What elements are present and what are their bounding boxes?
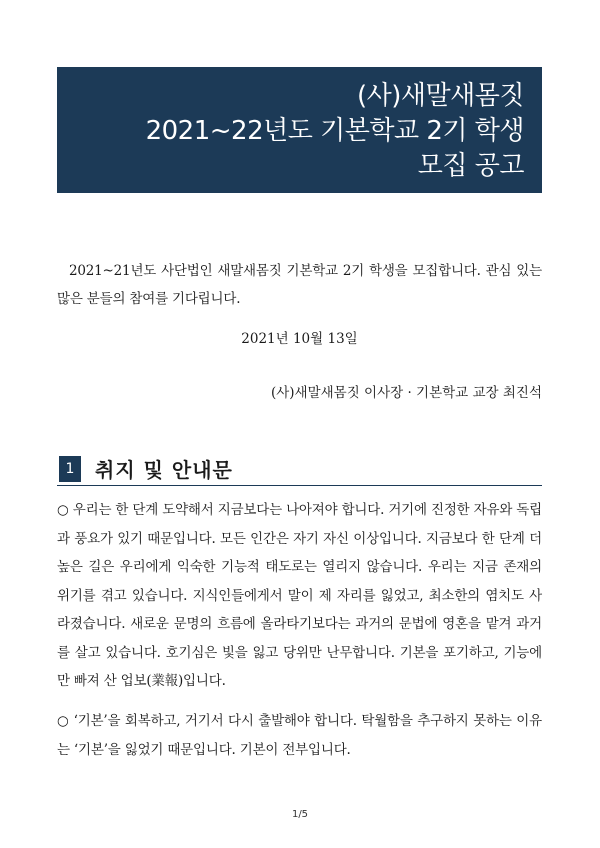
title-banner (57, 67, 542, 193)
announcement-date: 2021년 10월 13일 (241, 331, 358, 347)
intro-paragraph: 2021~21년도 사단법인 새말새몸짓 기본학교 2기 학생을 모집합니다. 관심 있는 많은 분들의 참여를 기다립니다. (57, 263, 542, 307)
section-heading (57, 455, 542, 487)
section-number-badge: 1 (59, 456, 81, 482)
banner-org-name: (사)새말새몸짓 (357, 81, 524, 111)
body-paragraph: ○ ‘기본’을 회복하고, 거기서 다시 출발해야 합니다. 탁월함을 추구하지 못하는 이유는 ‘기본’을 잃었기 때문입니다. 기본이 전부입니다. (57, 713, 542, 758)
section-divider (57, 485, 542, 486)
section-title: 취지 및 안내문 (95, 458, 233, 482)
page-number: 1/5 (291, 809, 309, 820)
banner-notice-line: 모집 공고 (417, 151, 524, 181)
signature-line: (사)새말새몸짓 이사장 · 기본학교 교장 최진석 (270, 385, 542, 401)
banner-program-line: 2021~22년도 기본학교 2기 학생 (145, 116, 524, 146)
body-paragraph: ○ 우리는 한 단계 도약해서 지금보다는 나아져야 합니다. 거기에 진정한 자유와 독립과 풍요가 있기 때문입니다. 모든 인간은 자기 자신 이상입니다. 지금보다 한 단계 더 높은 길은 우리에게 익숙한 기능적 태도로는 열리지 않습니다. 우리는 지금 존재의 위기를 겪고 있습니다. 지식인들에게서 말이 제 자리를 잃었고, 최소한의 염치도 사라졌습니다. 새로운 문명의 흐름에 올라타기보다는 과거의 문법에 영혼을 맡겨 과거를 살고 있습니다. 호기심은 빛을 잃고 당위만 난무합니다. 기본을 포기하고, 기능에만 빠져 산 업보(業報)입니다. (57, 502, 542, 689)
